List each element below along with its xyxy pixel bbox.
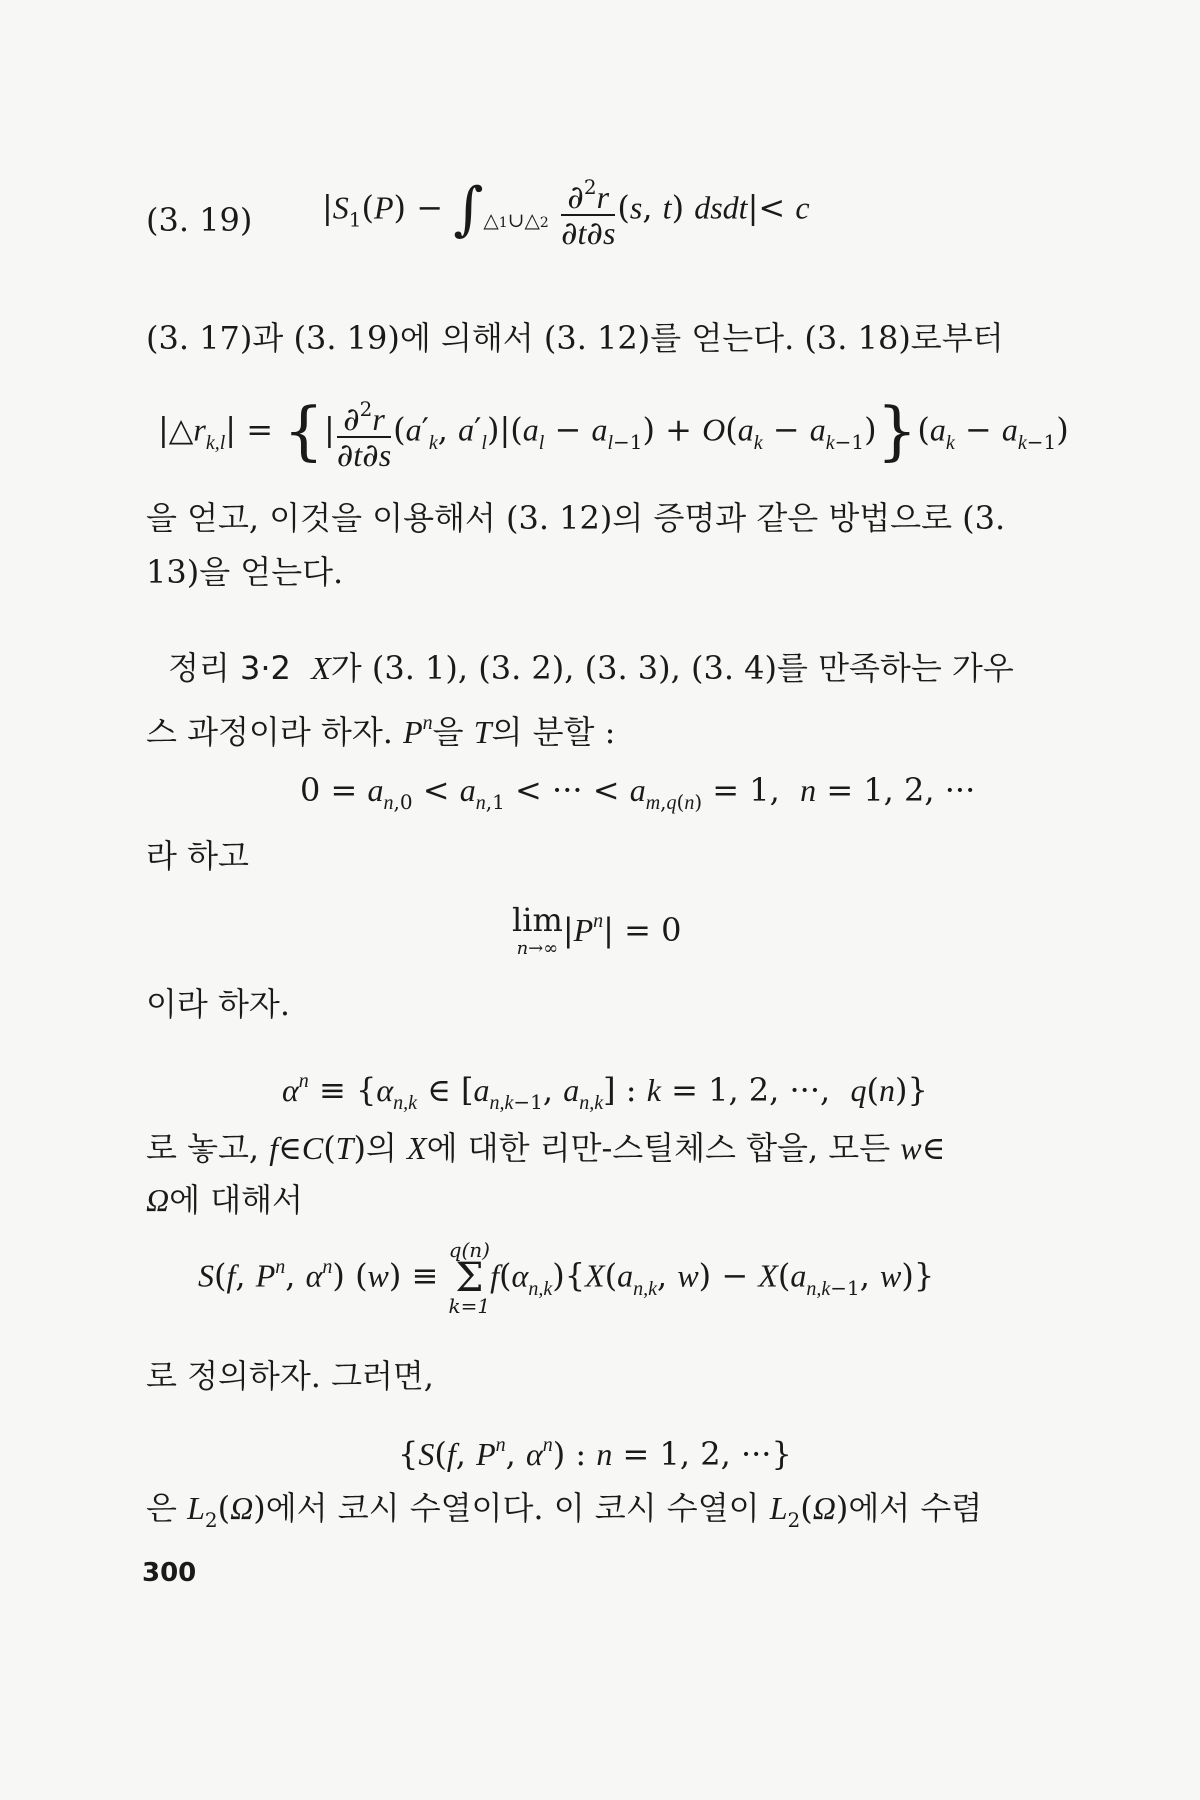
equation-partition: $0 = a_{n,0} < a_{n,1}$ < ··· < $a_{m,q(n)} = 1$, n = 1, 2, ···: [300, 771, 976, 814]
text-ro-notgo: 로 놓고,: [146, 1129, 260, 1167]
theorem-line-2-text: 스 과정이라 하자.: [146, 713, 393, 751]
text-f-2: 에 대한 리만-스틸체스 합을, 모든: [426, 1129, 891, 1167]
text-last-b: 에서 코시 수열이다. 이 코시 수열이: [265, 1489, 760, 1527]
theorem-line-2: 스 과정이라 하자. $P^n$을 T의 분할 :: [146, 712, 616, 751]
text-last-c: 에서 수렴: [848, 1489, 983, 1527]
equation-label-3-19: (3. 19): [146, 201, 253, 239]
equation-alpha: $\alpha^n \equiv \{\alpha_{n,k}$ ∈ [$a_{n,k-1}$, $a_{n,k}$] : k = 1, 2, ···, q(n)}: [282, 1070, 928, 1114]
theorem-line-1: 정리 3·2 X가 (3. 1), (3. 2), (3. 3), (3. 4)를 만족하는 가우: [168, 649, 1014, 687]
text-ro-jeong: 로 정의하자. 그러면,: [146, 1357, 434, 1395]
text-last-a: 은: [146, 1489, 177, 1527]
equation-3-19: $|S_1(P) - \int_{\triangle 1\cup\triangle 2}$ $\frac{\partial^2r}{\partial t\partial s}$ (s, t) dsdt|< c: [322, 170, 810, 250]
paragraph-1: (3. 17)과 (3. 19)에 의해서 (3. 12)를 얻는다. (3. 18)로부터: [146, 319, 1004, 357]
text-rahago: 라 하고: [146, 837, 249, 875]
page-number: 300: [142, 1558, 197, 1588]
text-line-f: 로 놓고, f∈C(T)의 X에 대한 리만-스틸체스 합을, 모든 w∈: [146, 1129, 946, 1167]
equation-limit: lim n→∞ $|P^n| = 0$: [512, 901, 682, 959]
equation-sequence: {S(f, $P^n$, $\alpha^n$) : n = 1, 2, ···}: [398, 1434, 792, 1473]
theorem-label: 정리 3·2: [168, 649, 291, 687]
equation-delta-r: $|\triangle r_{k,l}|$ = {| $\frac{\partial^2r}{\partial t\partial s}$ ($a'_k$, $a'_l)|(a_l - a_{l-1}) + O(a_k - a_{k-1})\}(a_k - a_{k-1})$: [158, 392, 1069, 472]
paragraph-2-line-2: 13)을 얻는다.: [146, 553, 344, 591]
text-f-1: 의: [365, 1129, 397, 1167]
theorem-line-1-rest: 가 (3. 1), (3. 2), (3. 3), (3. 4)를 만족하는 가우: [330, 649, 1014, 687]
equation-riemann-sum: S(f, $P^n$, $\alpha^n$) (w) ≡ q(n) Σ k=1 $f(\alpha_{n,k})\{X(a_{n,k}$, $w) - X(a_{n,k-1}$, w)}: [198, 1238, 935, 1318]
paragraph-2-line-1: 을 얻고, 이것을 이용해서 (3. 12)의 증명과 같은 방법으로 (3.: [146, 499, 1006, 537]
text-omega-line: Ω에 대해서: [146, 1181, 303, 1219]
theorem-line-2-tail: 의 분할 :: [491, 713, 616, 751]
text-f-3: 에 대해서: [169, 1181, 303, 1219]
text-irahaja: 이라 하자.: [146, 985, 290, 1023]
text-last-line: 은 $L_2(\Omega)$에서 코시 수열이다. 이 코시 수열이 $L_2(\Omega)$에서 수렴: [146, 1489, 983, 1532]
